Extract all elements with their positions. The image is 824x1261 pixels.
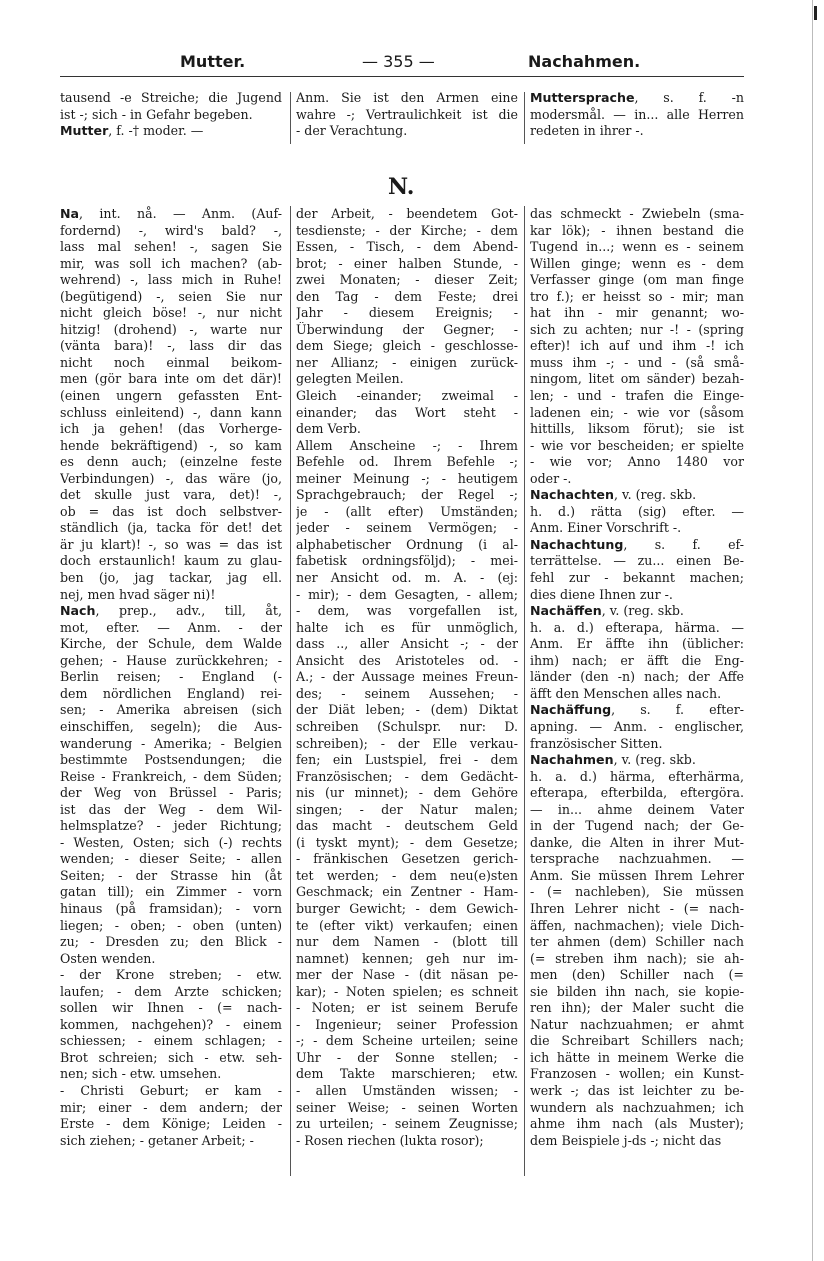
text-line: je - (allt efter) Umständen;	[296, 503, 518, 519]
headword: Nachachten	[530, 487, 614, 503]
text-line: Nachäffung, s. f. efter-	[530, 702, 744, 718]
text-line: der Weg von Brüssel - Paris;	[60, 785, 282, 801]
text-line: Verfasser ginge (om man finge	[530, 272, 744, 288]
text-line: modersmål. — in... alle Herren	[530, 106, 744, 122]
text-line: dem nördlichen England) rei-	[60, 685, 282, 701]
text-line: ich hätte in meinem Werke die	[530, 1049, 744, 1065]
text-line: - Christi Geburt; er kam -	[60, 1082, 282, 1098]
text-line: (vänta bara)! -, lass dir das	[60, 338, 282, 354]
text-line: mir, was soll ich machen? (ab-	[60, 255, 282, 271]
text-line: Anm. Sie ist den Armen eine	[296, 90, 518, 105]
text-line: Seiten; - der Strasse hin (åt	[60, 867, 282, 883]
text-line: ladenen ein; - wie vor (såsom	[530, 404, 744, 420]
text-line: Anm. Einer Vorschrift -.	[530, 520, 682, 536]
text-line: te (efter vikt) verkaufen; einen	[296, 917, 518, 933]
text-line: seiner Weise; - seinen Worten	[296, 1099, 518, 1115]
text-line: men (den) Schiller nach (=	[530, 967, 744, 983]
text-line: Willen ginge; wenn es - dem	[530, 255, 744, 271]
text-line: Ihren Lehrer nicht - (= nach-	[530, 900, 744, 916]
text-line: laufen; - dem Arzte schicken;	[60, 983, 282, 999]
text-line: Gleich -einander; zweimal -	[296, 388, 518, 404]
text-line: werk -; das ist leichter zu be-	[530, 1082, 744, 1098]
text-line: tesdienste; - der Kirche; - dem	[296, 222, 518, 238]
text-line: - wie vor bescheiden; er spielte	[530, 437, 744, 453]
text-line: sollen wir Ihnen - (= nach-	[60, 1000, 282, 1016]
top-column-2	[296, 90, 518, 140]
text-line: - fränkischen Gesetzen gerich-	[296, 851, 518, 867]
text-line: Nachachtung, s. f. ef-	[530, 536, 744, 552]
text-line: Mutter, f. -† moder. —	[60, 123, 204, 139]
text-line: Franzosen - wollen; ein Kunst-	[530, 1066, 744, 1082]
text-line: ren ihn); der Maler sucht die	[530, 1000, 744, 1016]
text-line: nur dem Namen - (blott till	[296, 934, 518, 950]
text-line: Nachäffen, v. (reg. skb.	[530, 603, 684, 619]
text-line: dass .., aller Ansicht -; - der	[296, 636, 518, 652]
main-column-3	[530, 206, 744, 1149]
text-line: einschiffen, segeln); die Aus-	[60, 718, 282, 734]
text-line: Befehle od. Ihrem Befehle -;	[296, 454, 518, 470]
text-line: nicht gleich böse! -, nur nicht	[60, 305, 282, 321]
text-line: - mir); - dem Gesagten, - allem;	[296, 586, 518, 602]
text-line: apning. — Anm. - englischer,	[530, 718, 744, 734]
text-line: Allem Anscheine -; - Ihrem	[296, 437, 518, 453]
text-line: dem Verb.	[296, 421, 361, 437]
text-line: zwei Monaten; - dieser Zeit;	[296, 272, 518, 288]
text-line: ihm) nach; er äfft die Eng-	[530, 652, 744, 668]
text-line: ich ja gehen! (das Vorherge-	[60, 421, 282, 437]
text-line: - Noten; er ist seinem Berufe	[296, 1000, 518, 1016]
text-line: gelegten Meilen.	[296, 371, 404, 387]
text-line: ner Ansicht od. m. A. - (ej:	[296, 570, 518, 586]
text-line: Sprachgebrauch; der Regel -;	[296, 487, 518, 503]
text-line: burger Gewicht; - dem Gewich-	[296, 900, 518, 916]
text-line: schluss einleitend) -, dann kann	[60, 404, 282, 420]
text-line: Nachahmen, v. (reg. skb.	[530, 752, 696, 768]
text-line: Ansicht des Aristoteles od. -	[296, 652, 518, 668]
text-line: äffen, nachmachen); viele Dich-	[530, 917, 744, 933]
text-line: Nach, prep., adv., till, åt,	[60, 603, 282, 619]
headword: Nachahmen	[530, 752, 614, 768]
text-line: alphabetischer Ordnung (i al-	[296, 536, 518, 552]
text-line: (begütigend) -, seien Sie nur	[60, 288, 282, 304]
text-line: kar); - Noten spielen; es schneit	[296, 983, 518, 999]
text-line: ner Allianz; - einigen zurück-	[296, 354, 518, 370]
text-line: Jahr - diesem Ereignis; -	[296, 305, 518, 321]
text-line: Brot schreien; sich - etw. seh-	[60, 1049, 282, 1065]
text-line: helmsplatze? - jeder Richtung;	[60, 818, 282, 834]
main-divider-1	[290, 206, 291, 1176]
text-line: Französischen; - dem Gedächt-	[296, 768, 518, 784]
text-line: Erste - dem Könige; Leiden -	[60, 1116, 282, 1132]
text-line: Geschmack; ein Zentner - Ham-	[296, 884, 518, 900]
top-divider-1	[290, 92, 291, 144]
text-line: sen; - Amerika abreisen (sich	[60, 702, 282, 718]
text-line: mer der Nase - (dit näsan pe-	[296, 967, 518, 983]
text-line: Anm. Sie müssen Ihrem Lehrer	[530, 867, 744, 883]
text-line: singen; - der Natur malen;	[296, 801, 518, 817]
text-line: namnet) kennen; geh nur im-	[296, 950, 518, 966]
text-line: - Ingenieur; seiner Profession	[296, 1016, 518, 1032]
text-line: (einen ungern gefassten Ent-	[60, 388, 282, 404]
header-rule	[60, 76, 744, 77]
text-line: meiner Meinung -; - heutigem	[296, 470, 518, 486]
text-line: dem Takte marschieren; etw.	[296, 1066, 518, 1082]
text-line: halte ich es für unmöglich,	[296, 619, 518, 635]
text-line: es denn auch; (einzelne feste	[60, 454, 282, 470]
headword: Mutter	[60, 123, 109, 139]
text-line: Tugend in...; wenn es - seinem	[530, 239, 744, 255]
text-line: ob = das ist doch selbstver-	[60, 503, 282, 519]
text-line: tausend -e Streiche; die Jugend	[60, 90, 282, 105]
text-line: (= streben ihm nach); sie ah-	[530, 950, 744, 966]
text-line: tet werden; - dem neu(e)sten	[296, 867, 518, 883]
text-line: Kirche, der Schule, dem Walde	[60, 636, 282, 652]
main-column-1	[60, 206, 282, 1149]
text-line: A.; - der Aussage meines Freun-	[296, 669, 518, 685]
text-line: - Rosen riechen (lukta rosor);	[296, 1132, 484, 1148]
text-line: lass mal sehen! -, sagen Sie	[60, 239, 282, 255]
text-line: äfft den Menschen alles nach.	[530, 685, 722, 701]
text-line: - wie vor; Anno 1480 vor	[530, 454, 744, 470]
text-line: Osten wenden.	[60, 950, 156, 966]
text-line: die Schreibart Schillers nach;	[530, 1033, 744, 1049]
text-line: wundern als nachzuahmen; ich	[530, 1099, 744, 1115]
text-line: tersprache nachzuahmen. —	[530, 851, 744, 867]
text-line: nej, men hvad säger ni)!	[60, 586, 216, 602]
text-line: -; - dem Scheine urteilen; seine	[296, 1033, 518, 1049]
text-line: ist das der Weg - dem Wil-	[60, 801, 282, 817]
text-line: hat ihn - mir genannt; wo-	[530, 305, 744, 321]
text-line: gehen; - Hause zurückkehren; -	[60, 652, 282, 668]
text-line: Anm. Er äffte ihn (üblicher:	[530, 636, 744, 652]
text-line: mir; einer - dem andern; der	[60, 1099, 282, 1115]
text-line: - dem, was vorgefallen ist,	[296, 603, 518, 619]
text-line: danke, die Alten in ihrer Mut-	[530, 834, 744, 850]
text-line: dies diene Ihnen zur -.	[530, 586, 673, 602]
text-line: Muttersprache, s. f. -n	[530, 90, 744, 105]
text-line: h. a. d.) härma, efterhärma,	[530, 768, 744, 784]
text-line: sie bilden ihn nach, sie kopie-	[530, 983, 744, 999]
text-line: wahre -; Vertraulichkeit ist die	[296, 106, 518, 122]
top-divider-2	[524, 92, 525, 144]
text-line: kommen, nachgehen)? - einem	[60, 1016, 282, 1032]
text-line: dem Beispiele j-ds -; nicht das	[530, 1132, 722, 1148]
text-line: der Diät leben; - (dem) Diktat	[296, 702, 518, 718]
headword: Nachäffen	[530, 603, 602, 619]
text-line: liegen; - oben; - oben (unten)	[60, 917, 282, 933]
text-line: brot; - einer halben Stunde, -	[296, 255, 518, 271]
text-line: - (= nachleben), Sie müssen	[530, 884, 744, 900]
text-line: der Arbeit, - beendetem Got-	[296, 206, 518, 221]
text-line: wanderung - Amerika; - Belgien	[60, 735, 282, 751]
text-line: das schmeckt - Zwiebeln (sma-	[530, 206, 744, 221]
text-line: das macht - deutschem Geld	[296, 818, 518, 834]
text-line: zu urteilen; - seinem Zeugnisse;	[296, 1116, 518, 1132]
text-line: französischer Sitten.	[530, 735, 663, 751]
text-line: hittills, liksom förut); sie ist	[530, 421, 744, 437]
headword: Nach	[60, 603, 96, 619]
text-line: den Tag - dem Feste; drei	[296, 288, 518, 304]
top-column-3	[530, 90, 744, 140]
top-column-1	[60, 90, 282, 140]
text-line: schiessen; - einem schlagen; -	[60, 1033, 282, 1049]
text-line: wehrend) -, lass mich in Ruhe!	[60, 272, 282, 288]
headword: Nachäffung	[530, 702, 612, 718]
text-line: terrättelse. — zu... einen Be-	[530, 553, 744, 569]
text-line: (i tyskt mynt); - dem Gesetze;	[296, 834, 518, 850]
text-line: mot, efter. — Anm. - der	[60, 619, 282, 635]
text-line: dem Siege; gleich - geschlosse-	[296, 338, 518, 354]
text-line: fen; ein Lustspiel, frei - dem	[296, 752, 518, 768]
text-line: h. a. d.) efterapa, härma. —	[530, 619, 744, 635]
text-line: ningom, litet om sänder) bezah-	[530, 371, 744, 387]
text-line: fordernd) -, wird's bald? -,	[60, 222, 282, 238]
header-left-word: Mutter.	[180, 52, 246, 71]
text-line: nen; sich - etw. umsehen.	[60, 1066, 222, 1082]
text-line: muss ihm -; - und - (så små-	[530, 354, 744, 370]
text-line: hende bekräftigend) -, so kam	[60, 437, 282, 453]
text-line: efterapa, efterbilda, eftergöra.	[530, 785, 744, 801]
text-line: Essen, - Tisch, - dem Abend-	[296, 239, 518, 255]
text-line: sich zu achten; nur -! - (spring	[530, 321, 744, 337]
headword: Muttersprache	[530, 90, 635, 105]
text-line: redeten in ihrer -.	[530, 123, 644, 139]
text-line: schreiben); - der Elle verkau-	[296, 735, 518, 751]
text-line: schreiben (Schulspr. nur: D.	[296, 718, 518, 734]
text-line: Nachachten, v. (reg. skb.	[530, 487, 697, 503]
text-line: ter ahmen (dem) Schiller nach	[530, 934, 744, 950]
text-line: — in... ahme deinem Vater	[530, 801, 744, 817]
text-line: länder (den -n) nach; der Affe	[530, 669, 744, 685]
text-line: doch erstaunlich! kaum zu glau-	[60, 553, 282, 569]
text-line: einander; das Wort steht -	[296, 404, 518, 420]
text-line: sich ziehen; - getaner Arbeit; -	[60, 1132, 254, 1148]
text-line: Reise - Frankreich, - dem Süden;	[60, 768, 282, 784]
text-line: det skulle just vara, det)! -,	[60, 487, 282, 503]
text-line: efter)! ich auf und ihm -! ich	[530, 338, 744, 354]
edge-mark	[814, 6, 817, 20]
text-line: ahme ihm nach (als Muster);	[530, 1116, 744, 1132]
section-letter: N.	[388, 174, 415, 200]
text-line: len; - und - trafen die Einge-	[530, 388, 744, 404]
text-line: ständlich (ja, tacka för det! det	[60, 520, 282, 536]
text-line: nicht noch einmal beikom-	[60, 354, 282, 370]
text-line: in der Tugend nach; der Ge-	[530, 818, 744, 834]
text-line: hitzig! (drohend) -, warte nur	[60, 321, 282, 337]
text-line: Überwindung der Gegner; -	[296, 321, 518, 337]
text-line: h. d.) rätta (sig) efter. —	[530, 503, 744, 519]
text-line: kar lök); - ihnen bestand die	[530, 222, 744, 238]
page-header	[60, 48, 760, 74]
text-line: Natur nachzuahmen; er ahmt	[530, 1016, 744, 1032]
text-line: - der Krone streben; - etw.	[60, 967, 282, 983]
text-line: Berlin reisen; - England (-	[60, 669, 282, 685]
text-line: jeder - seinem Vermögen; -	[296, 520, 518, 536]
text-line: nis (ur minnet); - dem Gehöre	[296, 785, 518, 801]
text-line: fehl zur - bekannt machen;	[530, 570, 744, 586]
text-line: ist -; sich - in Gefahr begeben.	[60, 106, 253, 122]
headword: Na	[60, 206, 80, 221]
text-line: - allen Umständen wissen; -	[296, 1082, 518, 1098]
text-line: är ju klart)! -, so was = das ist	[60, 536, 282, 552]
text-line: men (gör bara inte om det där)!	[60, 371, 282, 387]
text-line: - Westen, Osten; sich (-) rechts	[60, 834, 282, 850]
text-line: Na, int. nå. — Anm. (Auf-	[60, 206, 282, 221]
text-line: hinaus (på framsidan); - vorn	[60, 900, 282, 916]
text-line: fabetisk ordningsföljd); - mei-	[296, 553, 518, 569]
text-line: des; - seinem Aussehen; -	[296, 685, 518, 701]
text-line: oder -.	[530, 470, 572, 486]
main-divider-2	[524, 206, 525, 1176]
text-line: Verbindungen) -, das wäre (jo,	[60, 470, 282, 486]
text-line: gatan till); ein Zimmer - vorn	[60, 884, 282, 900]
text-line: tro f.); er heisst so - mir; man	[530, 288, 744, 304]
text-line: zu; - Dresden zu; den Blick -	[60, 934, 282, 950]
headword: Nachachtung	[530, 536, 624, 552]
main-column-2	[296, 206, 518, 1149]
text-line: bestimmte Postsendungen; die	[60, 752, 282, 768]
text-line: wenden; - dieser Seite; - allen	[60, 851, 282, 867]
page-number: — 355 —	[362, 52, 435, 71]
text-line: ben (jo, jag tackar, jag ell.	[60, 570, 282, 586]
text-line: Uhr - der Sonne stellen; -	[296, 1049, 518, 1065]
header-right-word: Nachahmen.	[528, 52, 641, 71]
text-line: - der Verachtung.	[296, 123, 408, 139]
page-edge	[812, 0, 813, 1261]
